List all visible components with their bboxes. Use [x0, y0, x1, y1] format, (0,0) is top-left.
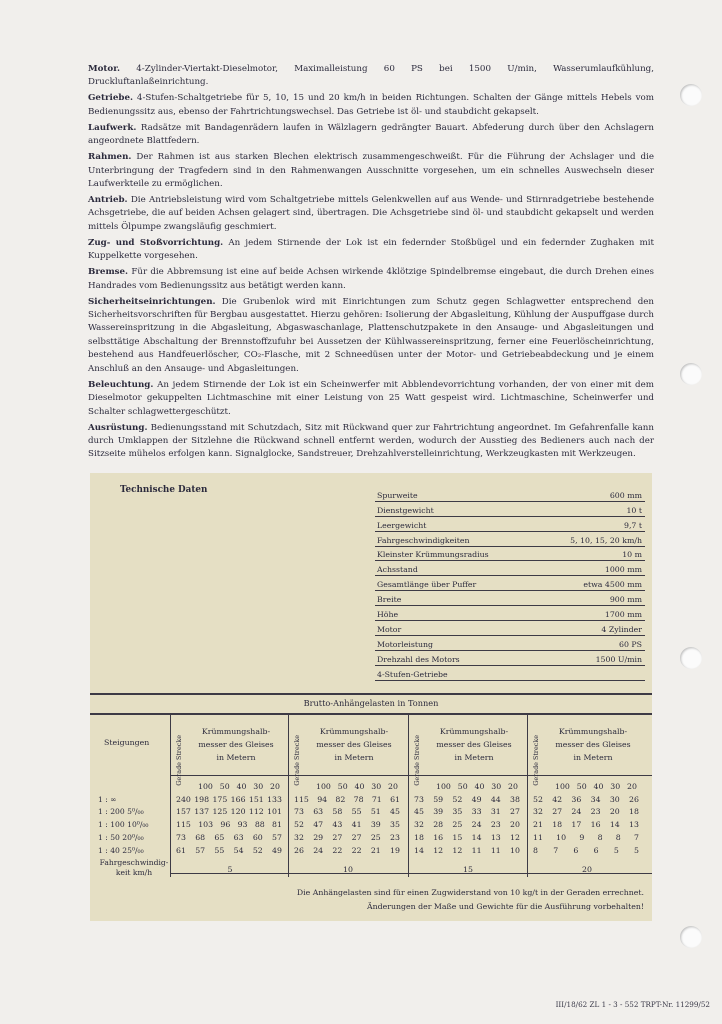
load-value: 58: [332, 807, 343, 816]
speed-value: 10: [343, 865, 353, 874]
load-value: 125: [212, 807, 228, 816]
load-value: 94: [317, 795, 328, 804]
load-value: 22: [351, 846, 362, 855]
paragraph-heading: Zug- und Stoßvorrichtung.: [88, 237, 224, 248]
load-value: 12: [433, 846, 444, 855]
load-value: 112: [248, 807, 264, 816]
load-row: [176, 807, 282, 816]
radius-value: 40: [354, 782, 365, 791]
spec-row: [375, 621, 645, 636]
load-row: [294, 820, 400, 829]
load-value: 16: [590, 820, 601, 829]
load-value: 175: [212, 795, 228, 804]
curve-radius-label-line: messer des Gleises: [198, 740, 274, 749]
load-value: 29: [313, 833, 324, 842]
radius-value: 100: [198, 782, 213, 791]
load-row: [294, 833, 400, 842]
load-value: 9: [579, 833, 585, 842]
load-value: 8: [597, 833, 603, 842]
load-value: 198: [194, 795, 210, 804]
load-value: 11: [490, 846, 501, 855]
load-value: 21: [533, 820, 543, 829]
radius-header-row: [316, 782, 398, 791]
load-value: 47: [313, 820, 324, 829]
load-value: 137: [194, 807, 210, 816]
load-row: [414, 807, 520, 816]
load-value: 5: [634, 846, 639, 855]
radius-value: 20: [270, 782, 280, 791]
load-value: 6: [593, 846, 599, 855]
load-value: 6: [573, 846, 579, 855]
spec-value: 60 PS: [619, 639, 642, 649]
spec-label: Drehzahl des Motors: [377, 654, 460, 664]
curve-radius-label-line: in Metern: [216, 753, 256, 762]
curve-radius-label-line: in Metern: [334, 753, 374, 762]
load-value: 115: [176, 820, 191, 829]
load-value: 25: [452, 820, 463, 829]
load-value: 27: [552, 807, 563, 816]
spec-row: [375, 547, 645, 562]
straight-track-label: Gerade Strecke: [413, 735, 421, 786]
load-value: 54: [233, 846, 244, 855]
load-value: 26: [629, 795, 639, 804]
load-value: 28: [433, 820, 444, 829]
spec-value: 600 mm: [609, 490, 642, 500]
column-divider: [408, 715, 409, 877]
load-value: 16: [433, 833, 444, 842]
load-value: 20: [609, 807, 620, 816]
radius-value: 50: [457, 782, 468, 791]
radius-value: 30: [610, 782, 621, 791]
load-row: [176, 846, 282, 855]
punch-hole: [680, 363, 702, 385]
grade-label: 1 : 40 25⁰/₀₀: [98, 846, 144, 855]
load-value: 65: [214, 833, 225, 842]
load-value: 5: [613, 846, 619, 855]
load-row: [533, 846, 639, 855]
load-row: [294, 807, 400, 816]
speed-row-label: [94, 858, 174, 878]
divider: [90, 693, 652, 695]
spec-value: 10 t: [626, 505, 642, 515]
paragraph: [88, 379, 654, 419]
load-value: 30: [609, 795, 620, 804]
spec-label: Achsstand: [377, 565, 418, 575]
curve-radius-label: [186, 725, 286, 764]
load-value: 27: [510, 807, 520, 816]
load-value: 27: [351, 833, 362, 842]
paragraph: [88, 266, 654, 293]
load-value: 14: [471, 833, 482, 842]
spec-label: Kleinster Krümmungsradius: [377, 550, 489, 560]
load-value: 115: [294, 795, 309, 804]
spec-row: [375, 561, 645, 576]
load-value: 21: [370, 846, 381, 855]
load-value: 41: [351, 820, 362, 829]
load-row: [414, 833, 520, 842]
load-value: 68: [195, 833, 206, 842]
punch-hole: [680, 84, 702, 106]
spec-row: [375, 666, 645, 681]
paragraph-text: Radsätze mit Bandagenrädern laufen in Wälzlagern gedrängter Bauart. Abfederung durch über den Achslagern angeordnete Blattfedern.: [88, 122, 654, 147]
radius-header-row: [198, 782, 280, 791]
load-value: 11: [533, 833, 543, 842]
load-value: 166: [230, 795, 246, 804]
spec-label: Höhe: [377, 610, 399, 620]
load-value: 103: [198, 820, 214, 829]
divider: [90, 713, 652, 715]
spec-label: Spurweite: [377, 490, 418, 500]
load-value: 23: [490, 820, 501, 829]
load-value: 24: [471, 820, 482, 829]
load-row: [294, 795, 400, 804]
column-divider: [170, 715, 171, 877]
load-value: 96: [220, 820, 231, 829]
spec-row: [375, 532, 645, 547]
load-value: 13: [629, 820, 639, 829]
load-value: 34: [590, 795, 601, 804]
load-value: 55: [351, 807, 362, 816]
spec-row: [375, 636, 645, 651]
radius-value: 50: [337, 782, 348, 791]
load-value: 45: [390, 807, 400, 816]
paragraph-heading: Bremse.: [88, 267, 129, 278]
load-value: 17: [571, 820, 582, 829]
radius-value: 30: [371, 782, 382, 791]
load-value: 20: [510, 820, 520, 829]
load-value: 63: [313, 807, 324, 816]
paragraph-text: An jedem Stirnende der Lok ist ein federnder Stoßbügel und ein federnder Zughaken mit Kuppelkette vorgesehen.: [88, 237, 654, 262]
spec-value: 4 Zylinder: [601, 624, 642, 634]
load-value: 73: [414, 795, 424, 804]
load-value: 49: [272, 846, 282, 855]
load-value: 7: [553, 846, 559, 855]
paragraph-text: Bedienungsstand mit Schutzdach, Sitz mit Rückwand quer zur Fahrtrichtung angeordnet. Im Gefahrenfalle kann durch Umklappen der Sitzlehne die Rückwand schnell entfernt werden, wodurch der Ausstieg des Bedieners auch nach der Sitzseite mühelos erfolgen kann. Signalglocke, Sandstreuer, Drehzahlverstelleinrichtung, Werkzeugkasten mit Werkzeugen.: [88, 422, 654, 460]
load-value: 36: [571, 795, 582, 804]
radius-value: 20: [388, 782, 398, 791]
curve-radius-label-line: in Metern: [573, 753, 613, 762]
curve-radius-label: [543, 725, 643, 764]
paragraph: [88, 63, 654, 90]
load-value: 24: [571, 807, 582, 816]
load-value: 24: [313, 846, 324, 855]
paragraph-heading: Rahmen.: [88, 152, 132, 163]
load-row: [294, 846, 400, 855]
load-value: 63: [233, 833, 244, 842]
spec-value: 9,7 t: [623, 520, 642, 530]
note-resistance: Die Anhängelasten sind für einen Zugwiderstand von 10 kg/t in der Geraden errechnet.: [296, 888, 644, 897]
load-value: 133: [267, 795, 282, 804]
paragraph-text: Die Grubenlok wird mit Einrichtungen zum Schutz gegen Schlagwetter entsprechend den Sicherheitsvorschriften für Bergbau ausgestattet. Hierzu gehören: Isolierung der Abgasleitung, Kühlung der Auspuffgase durch Wassereinspritzung in die Abgasleitung, Abgaswaschanlage, Plattenschutzpakete in den Ansauge- und Abgasleitungen und selbsttätige Abschaltung der Brennstoffzufuhr bei Aussetzen der Kühlwassereinspritzung, ferner eine Feuerlöscheinrichtung, bestehend aus Handfeuerlöscher, CO₂-Flasche, mit 2 Schneedüsen unter der Motor- und Getriebeabdeckung und je einem Anschluß an den Ansauge- und Abgasleitungen.: [88, 296, 654, 374]
load-value: 7: [634, 833, 639, 842]
radius-value: 20: [508, 782, 518, 791]
paragraph-heading: Getriebe.: [88, 93, 133, 104]
load-value: 78: [353, 795, 364, 804]
paragraph: [88, 151, 654, 191]
spec-label: Dienstgewicht: [377, 505, 434, 515]
curve-radius-label-line: messer des Gleises: [555, 740, 631, 749]
speed-value: 20: [582, 865, 592, 874]
spec-value: 1000 mm: [604, 565, 642, 575]
load-value: 18: [629, 807, 639, 816]
paragraph-text: 4-Stufen-Schaltgetriebe für 5, 10, 15 und 20 km/h in beiden Richtungen. Schalten der Gänge mittels Hebels vom Bedienungssitz aus, ebenso der Fahrtrichtungswechsel. Das Getriebe ist öl- und staubdicht gekapselt.: [88, 93, 654, 117]
load-value: 120: [230, 807, 246, 816]
load-value: 22: [332, 846, 343, 855]
load-value: 14: [609, 820, 620, 829]
load-value: 23: [390, 833, 400, 842]
load-value: 32: [414, 820, 424, 829]
load-value: 88: [254, 820, 265, 829]
curve-radius-label-line: messer des Gleises: [316, 740, 392, 749]
load-row: [533, 820, 639, 829]
curve-radius-label-line: Krümmungshalb-: [201, 727, 271, 736]
load-value: 38: [510, 795, 520, 804]
load-value: 14: [414, 846, 424, 855]
load-value: 15: [452, 833, 463, 842]
speed-value: 5: [227, 865, 233, 874]
load-value: 71: [371, 795, 382, 804]
spec-row: [375, 502, 645, 517]
technical-data-panel: [90, 473, 652, 921]
spec-row: [375, 651, 645, 666]
grade-label: 1 : 200 5⁰/₀₀: [98, 807, 144, 816]
note-changes: Änderungen der Maße und Gewichte für die Ausführung vorbehalten!: [366, 902, 644, 911]
load-row: [414, 820, 520, 829]
steigungen-header: Steigungen: [104, 738, 150, 747]
paragraph: [88, 194, 654, 234]
grade-label: 1 : ∞: [98, 795, 117, 804]
load-value: 35: [390, 820, 400, 829]
punch-hole: [680, 926, 702, 948]
curve-radius-label-line: Krümmungshalb-: [558, 727, 628, 736]
curve-radius-label-line: Krümmungshalb-: [319, 727, 389, 736]
radius-value: 100: [316, 782, 331, 791]
speed-row-label-line: keit km/h: [115, 868, 153, 877]
load-value: 32: [294, 833, 304, 842]
radius-value: 100: [436, 782, 451, 791]
load-value: 82: [335, 795, 346, 804]
load-value: 32: [533, 807, 543, 816]
curve-radius-label: [304, 725, 404, 764]
load-value: 39: [433, 807, 444, 816]
spec-value: 1700 mm: [604, 610, 642, 620]
load-value: 52: [533, 795, 543, 804]
load-value: 55: [214, 846, 225, 855]
radius-value: 20: [627, 782, 637, 791]
load-value: 240: [176, 795, 191, 804]
radius-value: 40: [236, 782, 247, 791]
paragraph: [88, 122, 654, 149]
load-value: 59: [433, 795, 444, 804]
spec-label: Motorleistung: [377, 639, 434, 649]
load-value: 81: [272, 820, 282, 829]
load-value: 39: [370, 820, 381, 829]
load-row: [533, 833, 639, 842]
load-row: [533, 807, 639, 816]
load-value: 11: [471, 846, 482, 855]
spec-row: [375, 606, 645, 621]
load-value: 61: [176, 846, 186, 855]
spec-label: Fahrgeschwindigkeiten: [377, 535, 470, 545]
paragraph-heading: Antrieb.: [88, 195, 128, 206]
load-value: 52: [252, 846, 263, 855]
spec-label: Breite: [377, 595, 402, 605]
load-value: 73: [294, 807, 304, 816]
column-divider: [288, 715, 289, 877]
paragraph-heading: Sicherheitseinrichtungen.: [88, 296, 216, 307]
radius-value: 50: [576, 782, 587, 791]
load-value: 151: [248, 795, 264, 804]
radius-value: 100: [555, 782, 570, 791]
load-row: [414, 846, 520, 855]
load-value: 45: [414, 807, 424, 816]
paragraph-heading: Motor.: [88, 64, 121, 74]
load-row: [176, 833, 282, 842]
load-value: 19: [390, 846, 400, 855]
load-value: 57: [272, 833, 282, 842]
paragraph-heading: Beleuchtung.: [88, 379, 154, 390]
paragraph-heading: Laufwerk.: [88, 122, 137, 133]
curve-radius-label: [424, 725, 524, 764]
spec-row: [375, 517, 645, 532]
load-value: 44: [490, 795, 501, 804]
load-value: 12: [510, 833, 520, 842]
spec-row: [375, 487, 645, 502]
spec-label: Gesamtlänge über Puffer: [377, 580, 477, 590]
load-value: 33: [471, 807, 482, 816]
paragraph: [88, 237, 654, 264]
paragraph-text: Der Rahmen ist aus starken Blechen elektrisch zusammengeschweißt. Für die Führung der Achslager und die Unterbringung der Tragfedern sind in den Rahmenwangen Ausschnitte vorgesehen, um ein schnelles Auswechseln dieser Laufwerkteile zu ermöglichen.: [88, 152, 654, 190]
grade-label: 1 : 50 20⁰/₀₀: [98, 833, 144, 842]
load-row: [176, 795, 282, 804]
description-text: [88, 63, 654, 464]
radius-value: 30: [253, 782, 264, 791]
load-value: 93: [237, 820, 248, 829]
load-row: [414, 795, 520, 804]
paragraph-heading: Ausrüstung.: [88, 422, 148, 433]
technical-data-title: Technische Daten: [120, 485, 208, 495]
paragraph-text: Die Antriebsleistung wird vom Schaltgetriebe mittels Gelenkwellen auf aus Wende- und Stirnradgetriebe bestehende Achsgetriebe, die auf beiden Achsen gelagert sind, übertragen. Die Achsgetriebe sind öl- und staubdicht gekapselt und werden mittels Ölpumpe zwangsläufig geschmiert.: [88, 195, 654, 232]
load-value: 31: [490, 807, 501, 816]
radius-header-row: [555, 782, 637, 791]
column-divider: [527, 715, 528, 877]
curve-radius-label-line: Krümmungshalb-: [439, 727, 509, 736]
spec-label: Motor: [377, 624, 402, 634]
paragraph-text: 4-Zylinder-Viertakt-Dieselmotor, Maximalleistung 60 PS bei 1500 U/min, Wasserumlaufkühlung, Druckluftanlaßeinrichtung.: [88, 64, 654, 88]
straight-track-label: Gerade Strecke: [293, 735, 301, 786]
load-value: 27: [332, 833, 343, 842]
load-value: 25: [370, 833, 381, 842]
straight-track-label: Gerade Strecke: [175, 735, 183, 786]
load-value: 57: [195, 846, 206, 855]
load-value: 73: [176, 833, 186, 842]
spec-row: [375, 576, 645, 591]
spec-label: 4-Stufen-Getriebe: [377, 669, 448, 679]
load-value: 8: [533, 846, 538, 855]
row-divider: [170, 775, 652, 776]
spec-value: 5, 10, 15, 20 km/h: [570, 535, 642, 545]
load-value: 13: [490, 833, 501, 842]
load-value: 8: [615, 833, 621, 842]
load-value: 49: [471, 795, 482, 804]
load-value: 26: [294, 846, 304, 855]
load-value: 23: [590, 807, 601, 816]
load-value: 10: [556, 833, 567, 842]
load-value: 61: [390, 795, 400, 804]
print-reference: III/18/62 ZL 1 - 3 - 552 TRPT-Nr. 11299/52: [555, 1000, 710, 1009]
load-value: 12: [452, 846, 463, 855]
load-value: 42: [552, 795, 563, 804]
radius-value: 40: [474, 782, 485, 791]
load-value: 60: [252, 833, 263, 842]
paragraph: [88, 422, 654, 462]
punch-hole: [680, 647, 702, 669]
load-value: 101: [267, 807, 282, 816]
radius-header-row: [436, 782, 518, 791]
paragraph: [88, 296, 654, 376]
loads-title: Brutto-Anhängelasten in Tonnen: [303, 698, 439, 708]
radius-value: 50: [219, 782, 230, 791]
load-value: 18: [552, 820, 563, 829]
load-value: 18: [414, 833, 424, 842]
spec-value: 900 mm: [609, 595, 642, 605]
paragraph: [88, 92, 654, 119]
radius-value: 40: [593, 782, 604, 791]
spec-value: 10 m: [622, 550, 642, 560]
paragraph-text: An jedem Stirnende der Lok ist ein Scheinwerfer mit Abblendevorrichtung vorhanden, der von einer mit dem Dieselmotor gekuppelten Lichtmaschine mit einer Leistung von 25 Watt gespeist wird. Lichtmaschine, Scheinwerfer und Schalter schlagwettergeschützt.: [88, 379, 654, 417]
radius-value: 30: [491, 782, 502, 791]
curve-radius-label-line: messer des Gleises: [436, 740, 512, 749]
load-value: 52: [452, 795, 463, 804]
speed-row-label-line: Fahrgeschwindig-: [99, 858, 169, 867]
load-value: 10: [510, 846, 520, 855]
curve-radius-label-line: in Metern: [454, 753, 494, 762]
load-value: 52: [294, 820, 304, 829]
spec-row: [375, 591, 645, 606]
spec-value: 1500 U/min: [595, 654, 642, 664]
speed-value: 15: [463, 865, 473, 874]
load-value: 157: [176, 807, 191, 816]
load-value: 51: [370, 807, 381, 816]
load-value: 43: [332, 820, 343, 829]
grade-label: 1 : 100 10⁰/₀₀: [98, 820, 149, 829]
spec-label: Leergewicht: [377, 520, 427, 530]
load-row: [533, 795, 639, 804]
paragraph-text: Für die Abbremsung ist eine auf beide Achsen wirkende 4klötzige Spindelbremse eingebaut, die durch Drehen eines Handrades vom Bedienungssitz aus betätigt werden kann.: [88, 267, 654, 291]
load-row: [176, 820, 282, 829]
load-value: 35: [452, 807, 463, 816]
specs-table: [375, 487, 645, 681]
straight-track-label: Gerade Strecke: [532, 735, 540, 786]
spec-value: etwa 4500 mm: [583, 580, 642, 590]
